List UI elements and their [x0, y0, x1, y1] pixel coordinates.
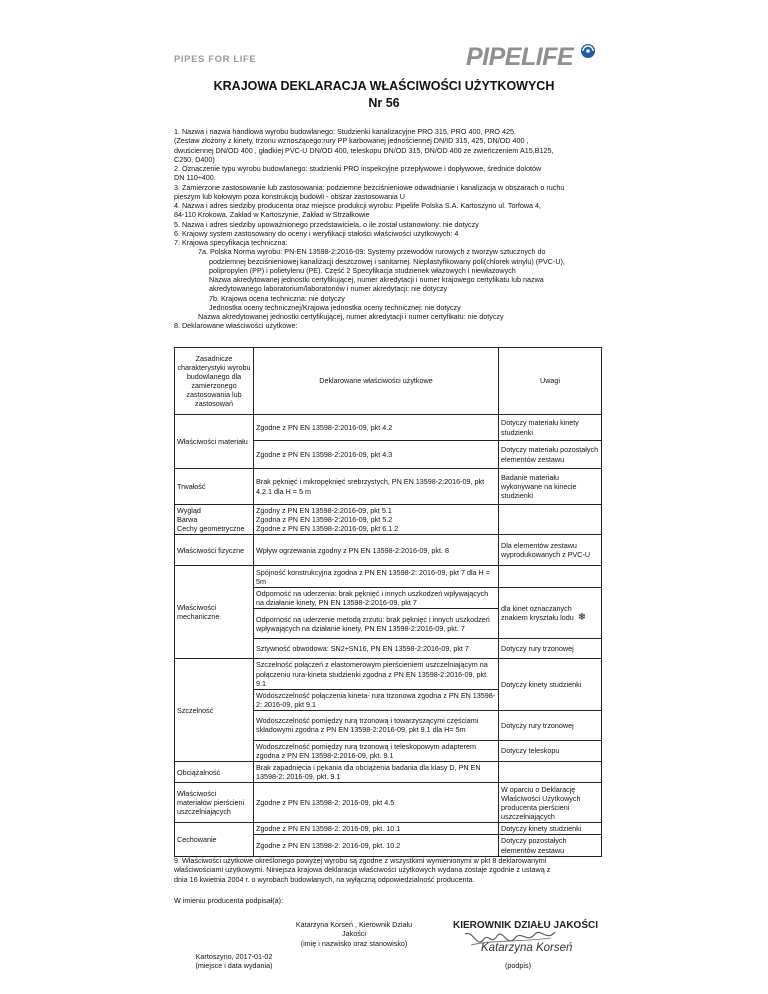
header-characteristics: Zasadnicze charakterystyki wyrobu budowlanego dla zamierzonego zastosowania lub zastosowań — [175, 348, 254, 415]
outro-line: właściwościami użytkowymi. Niniejsza krajowa deklaracja właściwości użytkowych wydana zostaje zgodnie z ustawą z — [174, 865, 551, 875]
mechanical-value-2: Odporność na uderzenia: brak pęknięć i innych uszkodzeń wpływających na działanie kinety, PN EN 13598-2:2016-09, pkt 7 — [254, 588, 499, 609]
place-date-block — [174, 952, 294, 971]
table-row — [175, 659, 602, 689]
intro-line: 5. Nazwa i adres siedziby upoważnionego przedstawiciela, o ile został ustanowiony: nie dotyczy — [174, 219, 479, 229]
load-capacity-value: Brak zapadnięcia i pękania dla obciążenia badania dla klasy D, PN EN 13598-2: 2016-09, pkt. 9.1 — [254, 762, 499, 783]
tightness-value-3: Wodoszczelność pomiędzy rurą trzonową i towarzyszącymi częściami składowymi zgodna z PN EN 13598-2:2016-09, pkt 9.1 dla H= 5m — [254, 710, 499, 740]
intro-7b-cert-line: Nazwa akredytowanej jednostki certyfikującej, numer akredytacji i numer certyfikatu: nie dotyczy — [198, 312, 504, 321]
table-header-row — [175, 348, 602, 415]
declared-properties-table — [174, 347, 602, 857]
durability-note: Badanie materiału wykonywane na kinecie studzienki — [499, 469, 602, 505]
load-capacity-label: Obciążalność — [175, 762, 254, 783]
signature-caption: (podpis) — [505, 961, 531, 970]
intro-line: 7. Krajowa specyfikacja techniczna: — [174, 238, 288, 247]
intro-7a-line: polipropylen (PP) i polietylenu (PE). Część 2 Specyfikacja studzienek włazowych i niewłazowych — [209, 265, 516, 275]
intro-line: dwuściennej DN/OD 400 , gładkiej PVC-U DN/OD 400, teleskopu DN/OD 315, DN/OD 400 ze zwieńczeniem A15,B125, — [174, 145, 554, 155]
material-note-1: Dotyczy materiału kinety studzienki — [499, 415, 602, 441]
mechanical-properties-label: Właściwości mechaniczne — [175, 566, 254, 659]
signature-stamp — [451, 918, 598, 956]
intro-line: 3. Zamierzone zastosowanie lub zastosowania: podziemne bezciśnieniowe odwadnianie i kanalizacja w obszarach o ruchu — [174, 182, 565, 192]
table-row — [175, 505, 602, 535]
physical-value: Wpływ ogrzewania zgodny z PN EN 13598-2:2016-09, pkt. 8 — [254, 535, 499, 566]
snowflake-icon: ❄ — [577, 612, 587, 624]
tightness-note-1: Dotyczy kinety studzienki — [499, 659, 602, 710]
seal-materials-note: W oparciu o Deklarację Właściwości Użytkowych producenta pierścieni uszczelniających — [499, 783, 602, 823]
place-date: Kartoszyno, 2017-01-02 — [195, 952, 273, 961]
table-row — [175, 762, 602, 783]
table-row — [175, 823, 602, 835]
load-capacity-note — [499, 762, 602, 783]
tightness-value-1: Szczelność połączeń z elastomerowym pierścieniem uszczelniającym na połączeniu rura-kineta studzienki zgodna z PN EN 13598-2:2016-09, pkt. 9.1 — [254, 659, 499, 689]
table-row — [175, 566, 602, 588]
intro-7b-line: Jednostka oceny technicznej/Krajowa jednostka oceny technicznej: nie dotyczy — [209, 302, 461, 312]
intro-line: 6. Krajowy system zastosowany do oceny i weryfikacji stałości właściwości użytkowych: 4 — [174, 228, 459, 238]
appearance-label: Wygląd — [177, 506, 201, 515]
intro-7a-line: akredytowanego laboratorium/laboratoriów i numer akredytacji: nie dotyczy — [209, 284, 448, 294]
table-row — [175, 469, 602, 505]
intro-7b-line: 7b. Krajowa ocena techniczna: nie dotyczy — [209, 293, 345, 303]
mechanical-value-1: Spójność konstrukcyjna zgodna z PN EN 13598-2: 2016-09, pkt 7 dla H = 5m — [254, 566, 499, 588]
mechanical-value-4: Sztywność obwodowa: SN2÷SN16, PN EN 13598-2:2016-09, pkt 7 — [254, 639, 499, 659]
intro-line: pieszym lub kołowym poza konstrukcją budowli - obszar zastosowania U — [174, 191, 405, 201]
geometry-value: Zgodne z PN EN 13598-2:2016-09, pkt 6.1.2 — [256, 524, 399, 534]
signer-block — [284, 920, 424, 948]
table-row — [175, 535, 602, 566]
document-title: KRAJOWA DEKLARACJA WŁAŚCIWOŚCI UŻYTKOWYCH — [213, 79, 555, 93]
material-value-2: Zgodne z PN EN 13598-2:2016-09, pkt 4.3 — [254, 441, 499, 469]
seal-materials-label: Właściwości materiałów pierścieni uszczelniających — [175, 783, 254, 823]
mechanical-note-ice-crystal — [499, 588, 602, 639]
header-remarks: Uwagi — [499, 348, 602, 415]
intro-line: C250, D400) — [174, 154, 215, 164]
mechanical-value-3: Odporność na uderzenie metodą zrzutu: brak pęknięć i innych uszkodzeń wpływających na działanie kinety, PN EN 13598-2:2016-09, pkt. 7 — [254, 609, 499, 639]
intro-8-line: 8. Deklarowane właściwości użytkowe: — [174, 321, 298, 331]
stamp-title: KIEROWNIK DZIAŁU JAKOŚCI — [453, 920, 598, 931]
colour-label: Barwa — [177, 515, 198, 525]
colour-value: Zgodna z PN EN 13598-2:2016-09, pkt 5.2 — [256, 515, 393, 525]
table-row — [175, 783, 602, 823]
appearance-labels — [175, 505, 254, 535]
tightness-value-4: Wodoszczelność pomiędzy rurą trzonową i teleskopowym adapterem zgodna z PN EN 13598-2:2016-09, pkt. 9.1 — [254, 740, 499, 761]
seal-materials-value: Zgodne z PN EN 13598-2: 2016-09, pkt 4.5 — [254, 783, 499, 823]
durability-value: Brak pęknięć i mikropęknięć srebrzystych, PN EN 13598-2:2016-09, pkt 4.2.1 dla H = 5 m — [254, 469, 499, 505]
marking-label: Cechowanie — [175, 823, 254, 856]
mechanical-note-4: Dotyczy rury trzonowej — [499, 639, 602, 659]
table-row — [175, 415, 602, 441]
durability-label: Trwałość — [175, 469, 254, 505]
material-note-2: Dotyczy materiału pozostałych elementów zestawu — [499, 441, 602, 469]
marking-value-2: Zgodne z PN EN 13598-2: 2016-09, pkt. 10.2 — [254, 835, 499, 856]
stamp-name: Katarzyna Korseń — [481, 942, 573, 954]
outro-line: 9. Właściwości użytkowe określonego powyżej wyrobu są zgodne z wszystkimi wymienionymi w pkt 8 deklarowanymi — [174, 856, 547, 865]
geometry-label: Cechy geometryczne — [177, 524, 245, 534]
company-slogan: PIPES FOR LIFE — [174, 54, 257, 65]
header-declared-properties: Deklarowane właściwości użytkowe — [254, 348, 499, 415]
intro-7a-line: podziemnej bezciśnieniowej kanalizacji deszczowej i sanitarnej. Nieplastyfikowany poli(chlorek winylu) (PVC-U), — [209, 256, 565, 266]
intro-line: 84-110 Krokowa, Zakład w Kartoszynie, Zakład w Strzałkowie — [174, 210, 370, 220]
handwritten-signature — [465, 932, 555, 942]
intro-line: 2. Oznaczenie typu wyrobu budowlanego: studzienki PRO inspekcyjne przepływowe i dopływowe, średnice dolotów — [174, 164, 542, 173]
ice-crystal-note-text: dla kinet oznaczanych znakiem kryształu lodu — [501, 604, 574, 623]
conformity-statement — [174, 856, 604, 884]
marking-value-1: Zgodne z PN EN 13598-2: 2016-09, pkt. 10.1 — [254, 823, 499, 835]
material-value-1: Zgodne z PN EN 13598-2:2016-09, pkt 4.2 — [254, 415, 499, 441]
tightness-value-2: Wodoszczelność połączenia kineta- rura trzonowa zgodna z PN EN 13598-2: 2016-09, pkt 9.1 — [254, 689, 499, 710]
appearance-values — [254, 505, 499, 535]
intro-line: DN 110÷400. — [174, 173, 216, 183]
place-date-caption: (miejsce i data wydania) — [195, 961, 273, 971]
intro-line: 4. Nazwa i adres siedziby producenta oraz miejsce produkcji wyrobu: Pipelife Polska S.A. Kartoszyno ul. Torfowa 4, — [174, 201, 542, 210]
signed-on-behalf: W imieniu producenta podpisał(a): — [174, 896, 284, 905]
appearance-value: Zgodny z PN EN 13598-2:2016-09, pkt 5.1 — [256, 506, 392, 515]
outro-line: dnia 16 kwietnia 2004 r. o wyrobach budowlanych, na wyłączną odpowiedzialność producenta. — [174, 874, 475, 884]
tightness-note-4: Dotyczy teleskopu — [499, 740, 602, 761]
document-number: Nr 56 — [368, 96, 400, 110]
material-properties-label: Właściwości materiału — [175, 415, 254, 469]
pipelife-logo — [466, 40, 596, 72]
physical-note: Dla elementów zestawu wyprodukowanych z PVC-U — [499, 535, 602, 566]
signer-name: Katarzyna Korseń , Kierownik Działu Jakości — [295, 920, 413, 939]
intro-line: 1. Nazwa i nazwa handlowa wyrobu budowlanego: Studzienki kanalizacyjne PRO 315, PRO 400, PRO 425. — [174, 127, 516, 136]
physical-properties-label: Właściwości fizyczne — [175, 535, 254, 566]
intro-7a-line: 7a. Polska Norma wyrobu: PN-EN 13598-2:2016-09: Systemy przewodów rurowych z tworzyw sztucznych do — [198, 247, 546, 257]
intro-7a-line: Nazwa akredytowanej jednostki certyfikującej, numer akredytacji i numer krajowego certyfikatu lub nazwa — [209, 275, 544, 284]
marking-note-2: Dotyczy pozostałych elementów zestawu — [499, 835, 602, 856]
signer-caption: (imię i nazwisko oraz stanowisko) — [300, 938, 408, 948]
mechanical-note-1 — [499, 566, 602, 588]
intro-line: (Zestaw złożony z kinety, trzonu wznoszącego:rury PP karbowanej jednościennej DN/ID 315, 425, DN/OD 400 , — [174, 136, 529, 146]
marking-note-1: Dotyczy kinety studzienki — [499, 823, 602, 835]
appearance-note — [499, 505, 602, 535]
svg-text:PIPELIFE: PIPELIFE — [466, 43, 574, 71]
tightness-label: Szczelność — [175, 659, 254, 762]
tightness-note-3: Dotyczy rury trzonowej — [499, 710, 602, 740]
declaration-intro — [174, 127, 604, 331]
